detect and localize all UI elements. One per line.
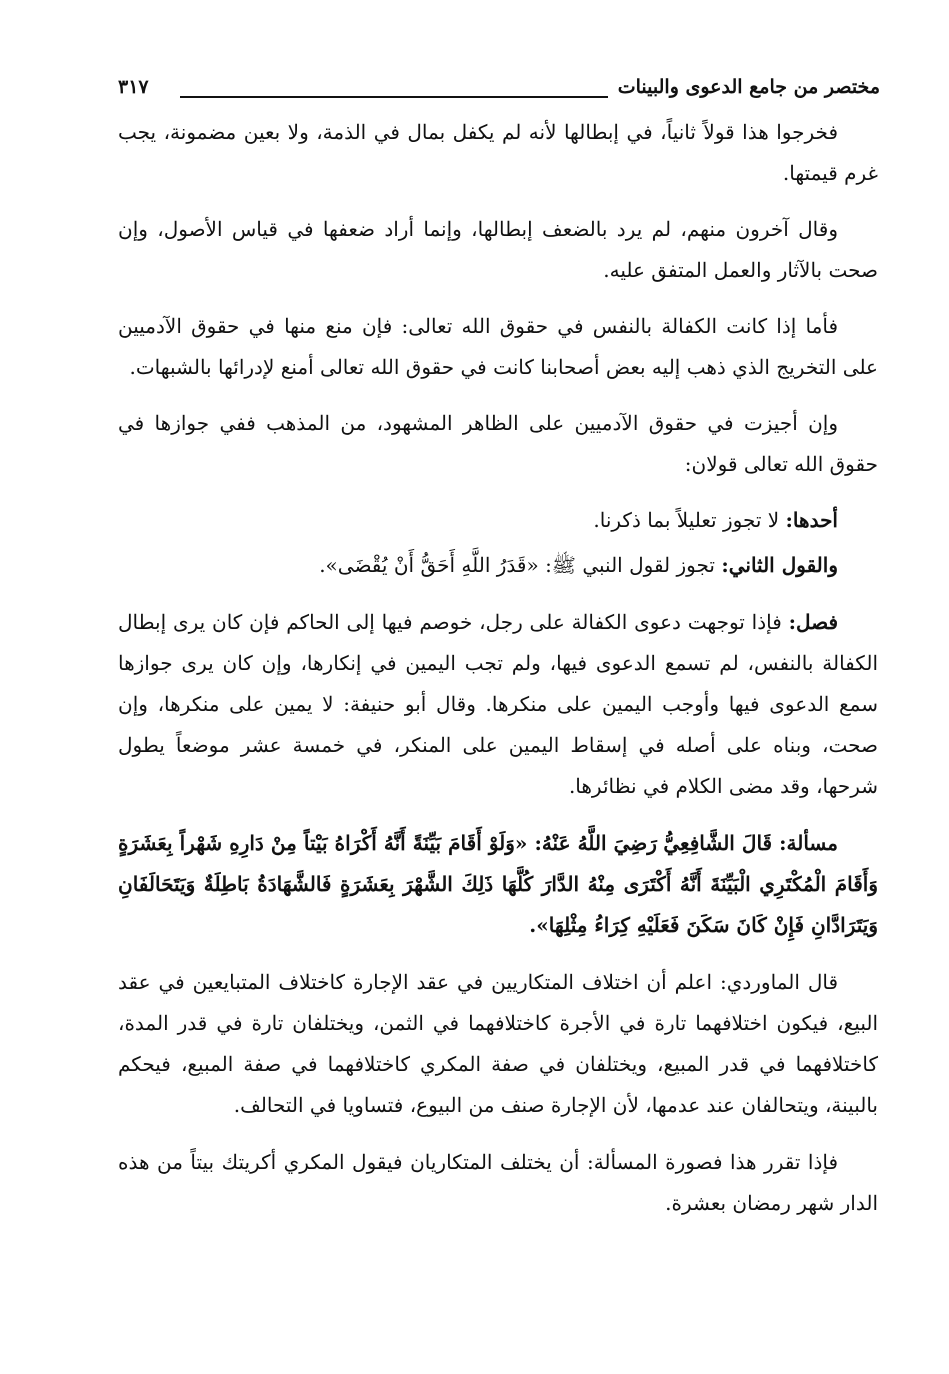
second-opinion-label: والقول الثاني: bbox=[721, 553, 838, 577]
paragraph-1: فخرجوا هذا قولاً ثانياً، في إبطالها لأنه لم يكفل بمال في الذمة، ولا بعين مضمونة، يجب غرم قيمتها. bbox=[118, 120, 878, 185]
fasl-text: فإذا توجهت دعوى الكفالة على رجل، خوصم فيها إلى الحاكم فإن كان يرى إبطال الكفالة بالنفس، لم تسمع الدعوى فيها، ولم تجب اليمين في إنكارها، وإن كان يرى جوازها سمع الدعوى فيها وأوجب اليمين على منكرها. وقال أبو حنيفة: لا يمين على منكرها، وإن صحت، وبناه على أصله في إسقاط اليمين على المنكر، في خمسة عشر موضعاً يطول شرحها، وقد مضى الكلام في نظائرها. bbox=[118, 610, 878, 798]
masala-label: مسألة: قَالَ الشَّافِعِيُّ bbox=[663, 831, 838, 855]
paragraph-6 bbox=[118, 545, 878, 586]
section-fasl bbox=[118, 602, 878, 807]
paragraph-final: فإذا تقرر هذا فصورة المسألة: أن يختلف المتكاريان فيقول المكري أكريتك بيتاً من هذه الدار شهر رمضان بعشرة. bbox=[118, 1150, 878, 1215]
header-rule bbox=[180, 96, 608, 98]
paragraph-4: وإن أجيزت في حقوق الآدميين على الظاهر المشهود، من المذهب ففي جوازها في حقوق الله تعالى قولان: bbox=[118, 411, 878, 476]
first-opinion-label: أحدها: bbox=[785, 508, 838, 532]
paragraph-5 bbox=[118, 500, 878, 541]
running-title: مختصر من جامع الدعوى والبينات bbox=[617, 76, 880, 98]
page-number: ٣١٧ bbox=[118, 76, 149, 98]
paragraph-3: فأما إذا كانت الكفالة بالنفس في حقوق الله تعالى: فإن منع منها في حقوق الآدميين على التخريج الذي ذهب إليه بعض أصحابنا كانت في حقوق الله تعالى أمنع لإدرائها بالشبهات. bbox=[118, 314, 878, 379]
page-header bbox=[118, 74, 880, 108]
first-opinion-text: لا تجوز تعليلاً بما ذكرنا. bbox=[593, 508, 780, 532]
fasl-label: فصل: bbox=[788, 610, 839, 634]
second-opinion-text: تجوز لقول النبي ﷺ: «قَدَرُ اللَّهِ أَحَقُّ أَنْ يُقْضَى». bbox=[319, 553, 715, 577]
paragraph-mawardi: قال الماوردي: اعلم أن اختلاف المتكاريين في عقد الإجارة كاختلاف المتبايعين في عقد البيع، فيكون اختلافهما تارة في الأجرة كاختلافهما في الثمن، ويختلفان تارة في قدر المدة، كاختلافهما في قدر المبيع، ويختلفان في صفة المكري كاختلافهما في صفة المبيع، فيحكم بالبينة، ويتحالفان عند عدمها، لأن الإجارة صنف من البيوع، فتساويا في التحالف. bbox=[118, 970, 878, 1117]
paragraph-2: وقال آخرون منهم، لم يرد بالضعف إبطالها، وإنما أراد ضعفها في قياس الأصول، وإن صحت بالآثار والعمل المتفق عليه. bbox=[118, 217, 878, 282]
section-masala bbox=[118, 823, 878, 946]
page-body bbox=[118, 112, 878, 1239]
masala-quote: رَضِيَ اللَّهُ عَنْهُ: «وَلَوْ أَقَامَ بَيِّنَةً أَنَّهُ أَكْرَاهُ بَيْتاً مِنْ دَارِهِ شَهْراً بِعَشَرَةٍ وَأَقَامَ الْمُكْتَرِي الْبَيِّنَةَ أَنَّهُ أَكْتَرَى مِنْهُ الدَّارَ كُلَّهَا ذَلِكَ الشَّهْرَ بِعَشَرَةٍ فَالشَّهَادَةُ بَاطِلَةٌ وَيَتَحَالَفَانِ وَيَتَرَادَّانِ فَإِنْ كَانَ سَكَنَ فَعَلَيْهِ كِرَاءُ مِثْلِهَا». bbox=[118, 831, 878, 937]
